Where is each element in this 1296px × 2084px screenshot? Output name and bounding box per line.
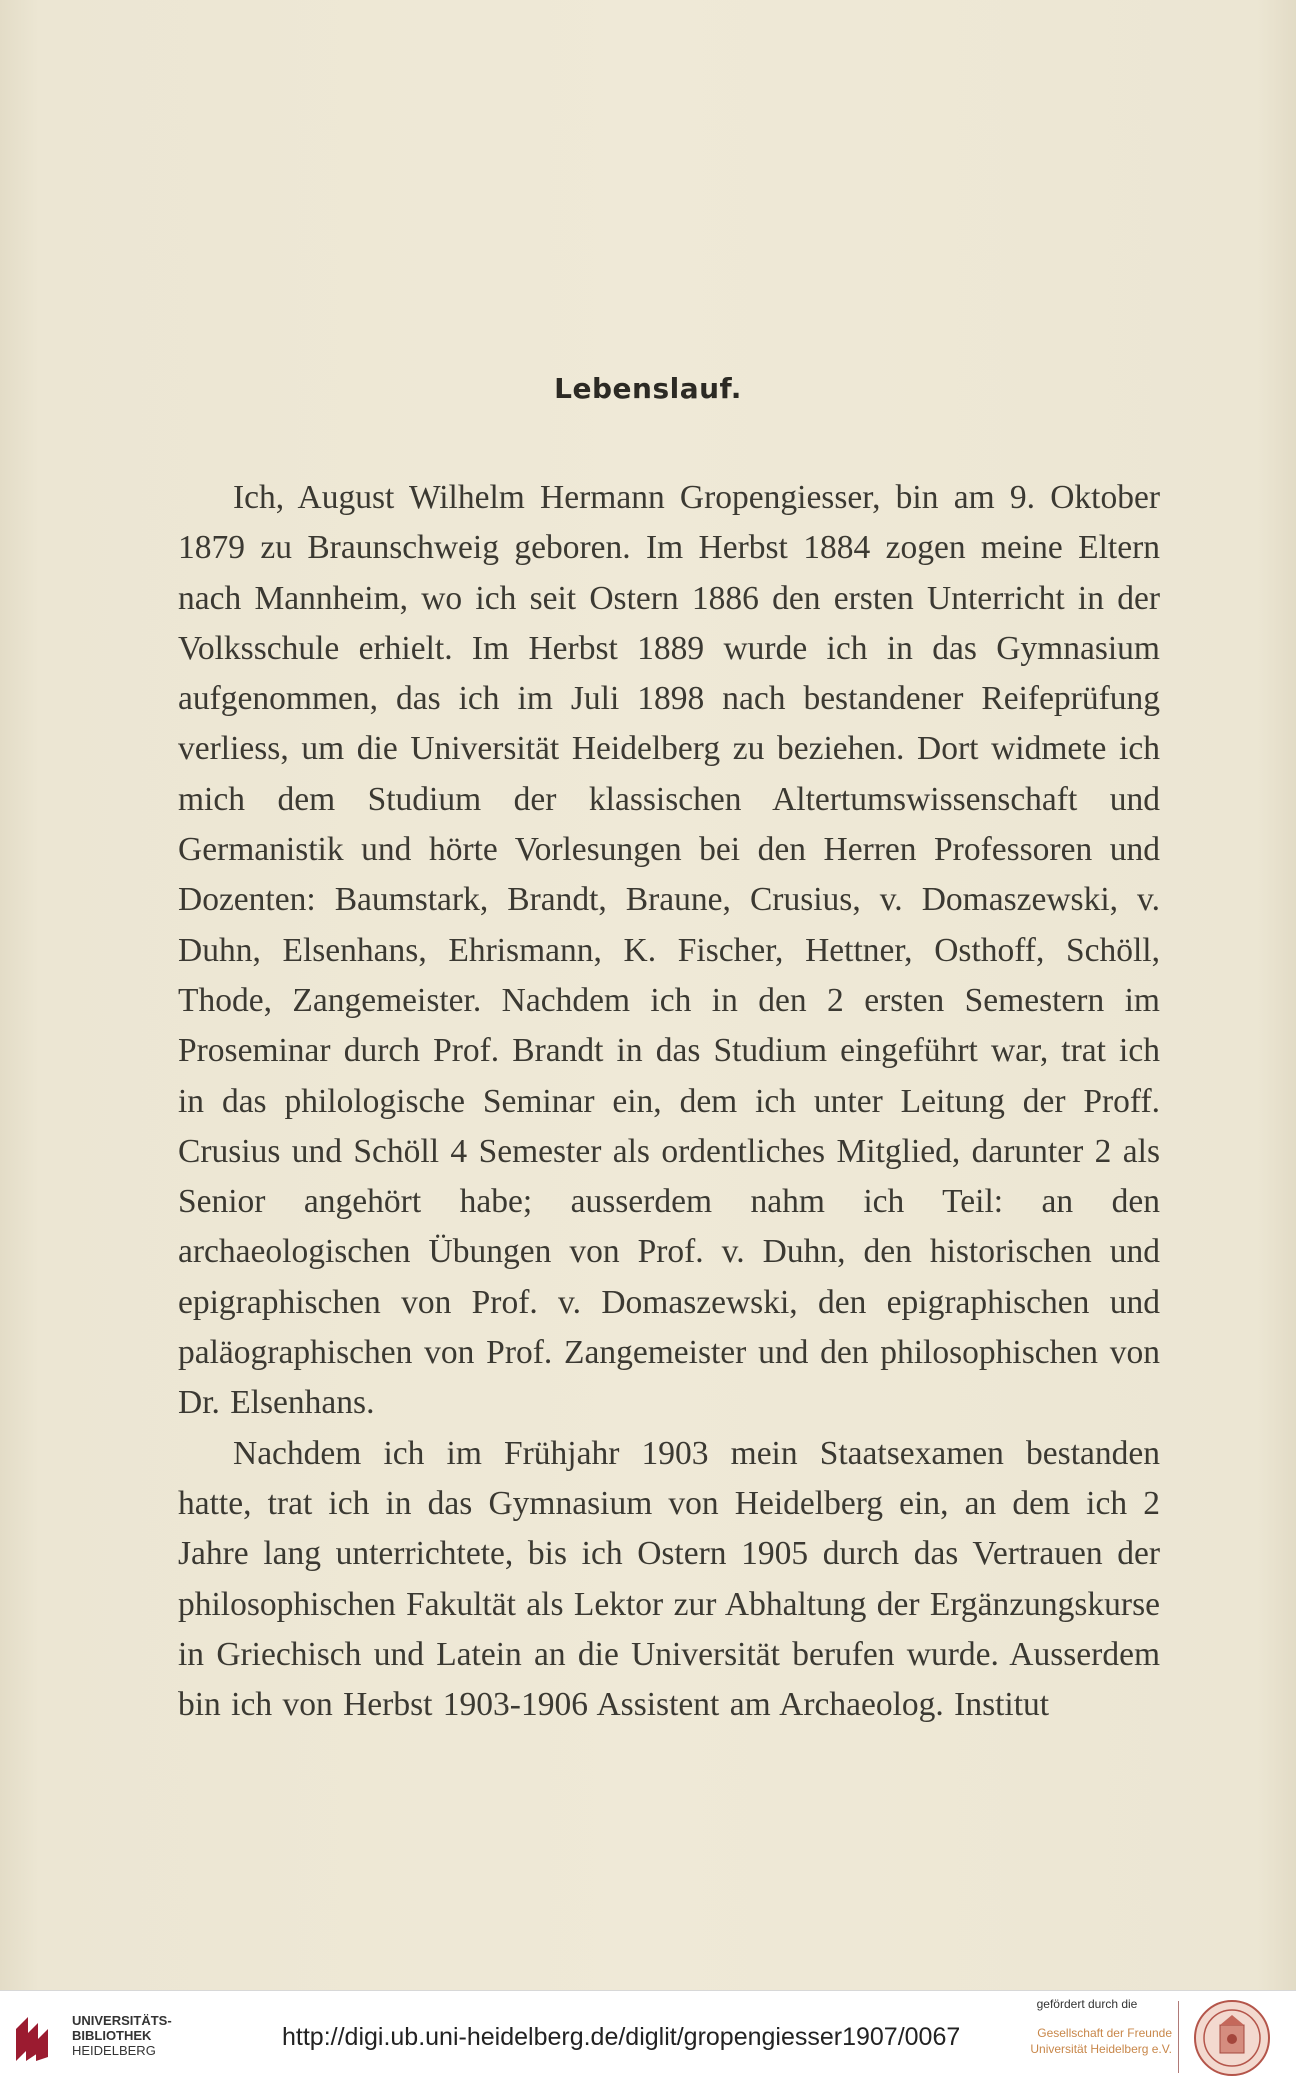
library-line-1: UNIVERSITÄTS- [72, 2013, 172, 2028]
page-heading: Lebenslauf. [554, 372, 742, 405]
footer-bar [0, 1990, 1296, 2084]
document-body [178, 473, 1160, 1730]
university-seal-icon [1193, 1999, 1271, 2077]
paragraph-1: Ich, August Wilhelm Hermann Gropengiesser, bin am 9. Oktober 1879 zu Braunschweig geboren. Im Herbst 1884 zogen meine Eltern nach Mannheim, wo ich seit Ostern 1886 den ersten Unterricht in der Volksschule erhielt. Im Herbst 1889 wurde ich in das Gymnasium aufgenommen, das ich im Juli 1898 nach bestandener Reifeprüfung verliess, um die Universität Heidelberg zu beziehen. Dort widmete ich mich dem Studium der klassischen Altertumswissenschaft und Germanistik und hörte Vorlesungen bei den Herren Professoren und Dozenten: Baumstark, Brandt, Braune, Crusius, v. Domaszewski, v. Duhn, Elsenhans, Ehrismann, K. Fischer, Hettner, Osthoff, Schöll, Thode, Zangemeister. Nachdem ich in den 2 ersten Semestern im Proseminar durch Prof. Brandt in das Studium eingeführt war, trat ich in das philologische Seminar ein, dem ich unter Leitung der Proff. Crusius und Schöll 4 Semester als ordentliches Mitglied, darunter 2 als Senior angehört habe; ausserdem nahm ich Teil: an den archaeologischen Übungen von Prof. v. Duhn, den historischen und epigraphischen von Prof. v. Domaszewski, den epigraphischen und paläographischen von Prof. Zangemeister und den philosophischen von Dr. Elsenhans. [178, 479, 1160, 1422]
library-line-2: BIBLIOTHEK [72, 2028, 152, 2043]
sponsor-name [1004, 2025, 1172, 2057]
paragraph-2: Nachdem ich im Frühjahr 1903 mein Staatsexamen bestanden hatte, trat ich in das Gymnasium von Heidelberg ein, an dem ich 2 Jahre lang unterrichtete, bis ich Ostern 1905 durch das Vertrauen der philosophischen Fakultät als Lektor zur Abhaltung der Ergänzungskurse in Griechisch und Latein an die Universität berufen wurde. Ausserdem bin ich von Herbst 1903-1906 Assistent am Archaeolog. Institut [178, 1434, 1160, 1724]
sponsor-label: gefördert durch die [1036, 1997, 1138, 2011]
sponsor-line-1: Gesellschaft der Freunde [1037, 2026, 1172, 2040]
library-line-3: HEIDELBERG [72, 2043, 156, 2058]
permalink-url[interactable]: http://digi.ub.uni-heidelberg.de/diglit/gropengiesser1907/0067 [282, 2023, 961, 2051]
footer-divider [1178, 2001, 1179, 2073]
library-logo-icon [12, 2013, 60, 2065]
library-name [72, 2013, 172, 2058]
sponsor-line-2: Universität Heidelberg e.V. [1030, 2042, 1172, 2056]
